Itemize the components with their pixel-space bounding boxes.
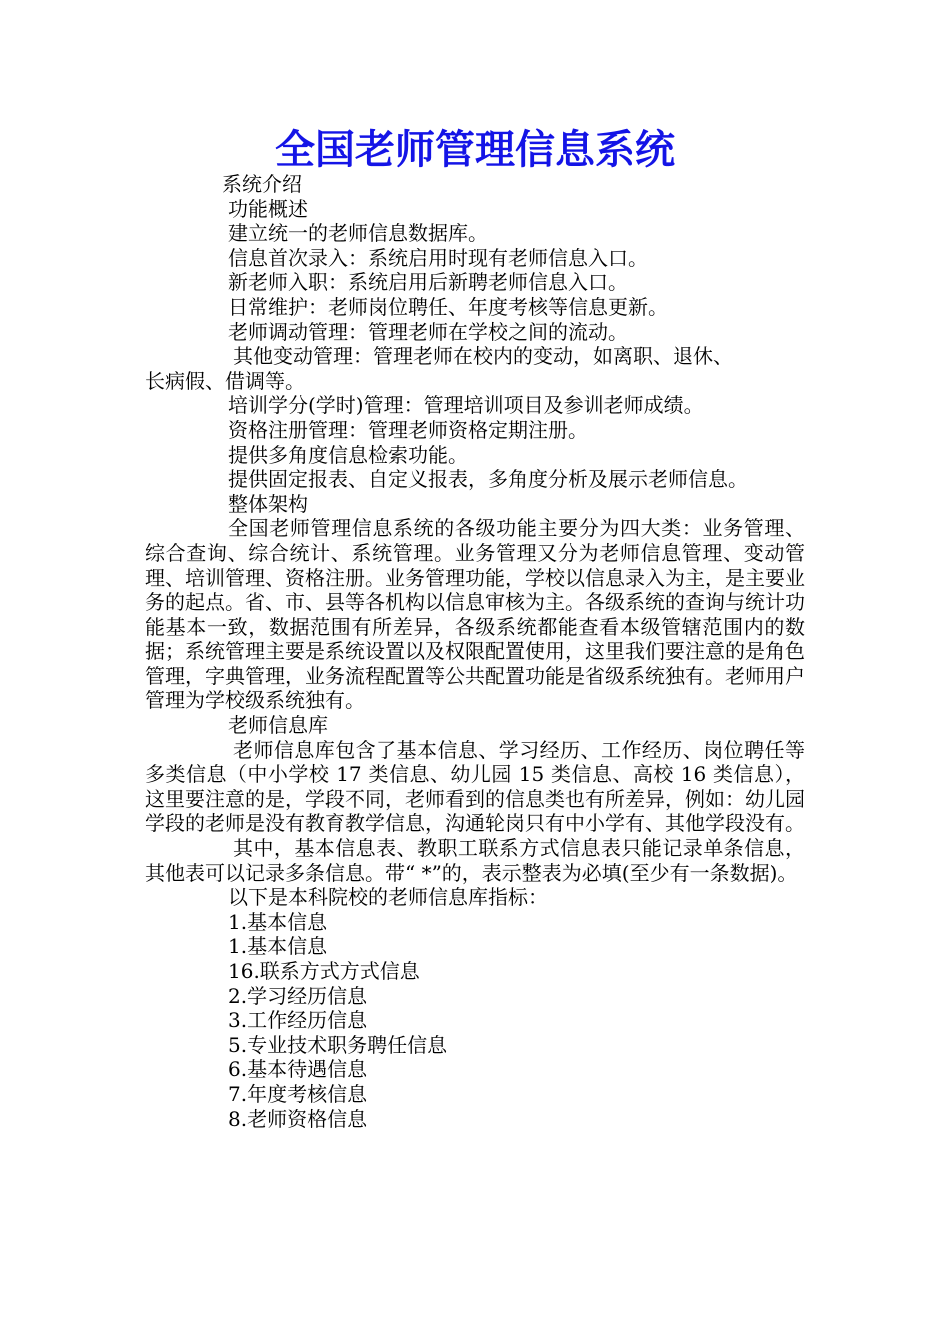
index-item: 1.基本信息: [228, 934, 328, 959]
feature-item-other-change-cont: 长病假、借调等。: [145, 368, 305, 393]
heading-function-overview: 功能概述: [228, 196, 308, 221]
feature-item: 资格注册管理：管理老师资格定期注册。: [228, 417, 588, 442]
feature-item-other-change: 其他变动管理：管理老师在校内的变动，如离职、退休、: [233, 344, 733, 369]
feature-item: 新老师入职：系统启用后新聘老师信息入口。: [228, 270, 628, 295]
feature-item: 培训学分(学时)管理：管理培训项目及参训老师成绩。: [228, 393, 704, 418]
document-body: [145, 172, 805, 1131]
heading-system-intro: 系统介绍: [222, 172, 302, 196]
heading-teacher-database: 老师信息库: [228, 713, 328, 738]
index-item: 1.基本信息: [228, 909, 328, 934]
feature-item: 建立统一的老师信息数据库。: [228, 221, 488, 246]
index-item: 16.联系方式方式信息: [228, 959, 420, 983]
index-intro: 以下是本科院校的老师信息库指标：: [228, 885, 548, 910]
heading-architecture: 整体架构: [228, 491, 308, 516]
index-item: 5.专业技术职务聘任信息: [228, 1032, 448, 1057]
feature-item: 提供固定报表、自定义报表，多角度分析及展示老师信息。: [228, 467, 748, 492]
feature-item: 信息首次录入：系统启用时现有老师信息入口。: [228, 245, 648, 270]
index-item: 7.年度考核信息: [228, 1081, 368, 1106]
document-title: 全国老师管理信息系统: [275, 127, 675, 173]
feature-item: 老师调动管理：管理老师在学校之间的流动。: [228, 319, 628, 344]
note-paragraph: 其中，基本信息表、教职工联系方式信息表只能记录单条信息，其他表可以记录多条信息。带“ *”的，表示整表为必填(至少有一条数据)。: [145, 836, 805, 885]
index-item: 6.基本待遇信息: [228, 1057, 368, 1082]
index-item: 2.学习经历信息: [228, 983, 368, 1008]
index-item: 3.工作经历信息: [228, 1008, 368, 1033]
index-item: 8.老师资格信息: [228, 1106, 368, 1131]
database-paragraph: 老师信息库包含了基本信息、学习经历、工作经历、岗位聘任等多类信息（中小学校 17 类信息、幼儿园 15 类信息、高校 16 类信息），这里要注意的是，学段不同，老师看到的信息类也有所差异，例如：幼儿园学段的老师是没有教育教学信息，沟通轮岗只有中小学有、其他学段没有。: [145, 737, 805, 836]
architecture-paragraph: 全国老师管理信息系统的各级功能主要分为四大类：业务管理、综合查询、综合统计、系统管理。业务管理又分为老师信息管理、变动管理、培训管理、资格注册。业务管理功能，学校以信息录入为主，是主要业务的起点。省、市、县等各机构以信息审核为主。各级系统的查询与统计功能基本一致，数据范围有所差异，各级系统都能查看本级管辖范围内的数据；系统管理主要是系统设置以及权限配置使用，这里我们要注意的是角色管理，字典管理，业务流程配置等公共配置功能是省级系统独有。老师用户管理为学校级系统独有。: [145, 516, 805, 713]
feature-item: 日常维护：老师岗位聘任、年度考核等信息更新。: [228, 294, 668, 319]
feature-item: 提供多角度信息检索功能。: [228, 442, 468, 467]
